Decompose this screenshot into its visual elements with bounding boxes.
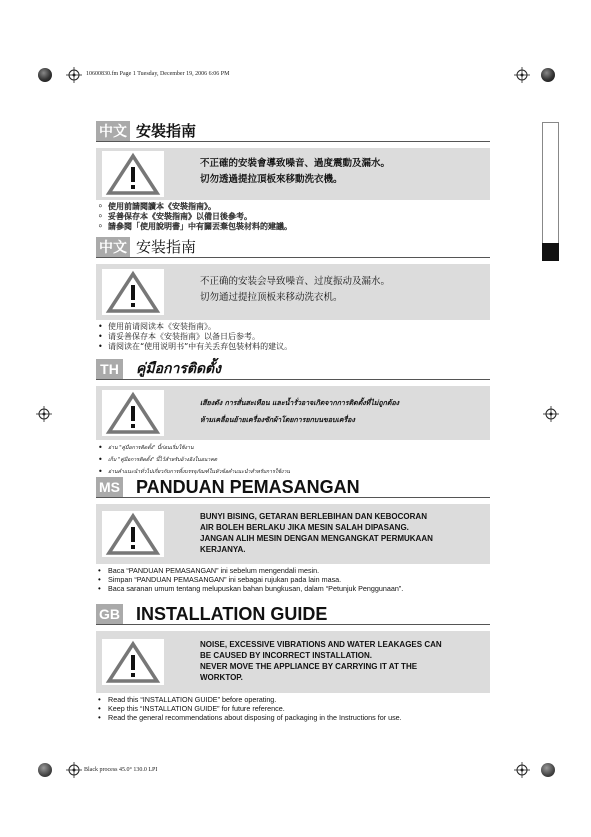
registration-mark-icon bbox=[36, 406, 52, 422]
list-item: • อ่านคำแนะนำทั่วไปเกี่ยวกับการทิ้งบรรจุภัณฑ์ในหัวข้อคำแนะนำสำหรับการใช้งาน bbox=[96, 466, 490, 478]
warning-line: KERJANYA. bbox=[200, 545, 246, 554]
warning-line: 不正确的安装会导致噪音、过度振动及漏水。 bbox=[200, 276, 391, 287]
language-badge: GB bbox=[96, 604, 123, 624]
section-header bbox=[96, 359, 490, 380]
section-zh-traditional bbox=[96, 121, 490, 232]
process-footer: Black process 45.0° 130.0 LPI bbox=[84, 767, 158, 773]
section-ms bbox=[96, 477, 490, 594]
warning-text bbox=[200, 274, 485, 306]
warning-box bbox=[96, 504, 490, 564]
section-title: คู่มือการติดตั้ง bbox=[136, 361, 221, 377]
language-badge: TH bbox=[96, 359, 123, 379]
registration-ball-icon bbox=[38, 763, 52, 777]
warning-line: 切勿通过提拉顶板来移动洗衣机。 bbox=[200, 292, 343, 303]
side-tab-outline bbox=[542, 122, 559, 244]
warning-text bbox=[200, 156, 485, 188]
list-item: • 请阅读在“使用说明书”中有关丢弃包装材料的建议。 bbox=[96, 342, 490, 352]
warning-line: 不正確的安裝會導致噪音、過度震動及漏水。 bbox=[200, 158, 391, 169]
list-item: • เก็บ "คู่มือการติดตั้ง" นี้ไว้สำหรับอ้างอิงในอนาคต bbox=[96, 454, 490, 466]
registration-mark-icon bbox=[66, 67, 82, 83]
instruction-list bbox=[96, 202, 490, 232]
registration-ball-icon bbox=[541, 763, 555, 777]
registration-ball-icon bbox=[38, 68, 52, 82]
list-item: • Baca “PANDUAN PEMASANGAN” ini sebelum mengendali mesin. bbox=[96, 566, 490, 575]
side-tab-marker bbox=[542, 243, 559, 261]
warning-box bbox=[96, 386, 490, 440]
list-item: • Read the general recommendations about disposing of packaging in the Instructions for use. bbox=[96, 713, 490, 722]
section-header bbox=[96, 477, 490, 498]
warning-line: WORKTOP. bbox=[200, 673, 243, 682]
warning-line: NOISE, EXCESSIVE VIBRATIONS AND WATER LEAKAGES CAN bbox=[200, 640, 442, 649]
section-header bbox=[96, 237, 490, 258]
language-badge: MS bbox=[96, 477, 123, 497]
list-item: • 请妥善保存本《安装指南》以备日后参考。 bbox=[96, 332, 490, 342]
warning-line: 切勿透過提拉頂板來移動洗衣機。 bbox=[200, 174, 343, 185]
section-zh-simplified bbox=[96, 237, 490, 352]
warning-box bbox=[96, 631, 490, 693]
list-item: • 使用前请阅读本《安装指南》。 bbox=[96, 322, 490, 332]
warning-line: AIR BOLEH BERLAKU JIKA MESIN SALAH DIPASANG. bbox=[200, 523, 409, 532]
warning-triangle-icon bbox=[102, 151, 164, 197]
registration-mark-icon bbox=[66, 762, 82, 778]
section-title: 安装指南 bbox=[136, 238, 197, 256]
section-title: INSTALLATION GUIDE bbox=[136, 604, 328, 624]
language-badge: 中文 bbox=[96, 237, 130, 257]
section-title: 安裝指南 bbox=[136, 122, 197, 140]
warning-text bbox=[200, 511, 485, 555]
warning-text bbox=[200, 639, 485, 683]
list-item: • Keep this “INSTALLATION GUIDE” for future reference. bbox=[96, 704, 490, 713]
registration-ball-icon bbox=[541, 68, 555, 82]
warning-line: เสียงดัง การสั่นสะเทือน และน้ำรั่วอาจเกิดจากการติดตั้งที่ไม่ถูกต้อง bbox=[200, 399, 400, 407]
instruction-list bbox=[96, 695, 490, 723]
warning-triangle-icon bbox=[102, 639, 164, 685]
instruction-list bbox=[96, 566, 490, 594]
instruction-list bbox=[96, 322, 490, 352]
warning-box bbox=[96, 264, 490, 320]
instruction-list bbox=[96, 442, 490, 478]
warning-line: ห้ามเคลื่อนย้ายเครื่องซักผ้าโดยการยกบนขอบเครื่อง bbox=[200, 416, 355, 424]
warning-triangle-icon bbox=[102, 269, 164, 315]
list-item: • 使用前請閱讀本《安裝指南》。 bbox=[96, 202, 490, 212]
list-item: • Read this “INSTALLATION GUIDE” before operating. bbox=[96, 695, 490, 704]
registration-mark-icon bbox=[514, 762, 530, 778]
language-badge: 中文 bbox=[96, 121, 130, 141]
list-item: • Baca saranan umum tentang melupuskan bahan bungkusan, dalam “Petunjuk Penggunaan”. bbox=[96, 584, 490, 593]
section-title: PANDUAN PEMASANGAN bbox=[136, 477, 360, 497]
list-item: • 請參閱「使用說明書」中有關丟棄包裝材料的建議。 bbox=[96, 222, 490, 232]
warning-box bbox=[96, 148, 490, 200]
section-header bbox=[96, 604, 490, 625]
warning-triangle-icon bbox=[102, 390, 164, 436]
warning-line: NEVER MOVE THE APPLIANCE BY CARRYING IT AT THE bbox=[200, 662, 418, 671]
list-item: • 妥善保存本《安裝指南》以備日後參考。 bbox=[96, 212, 490, 222]
warning-line: BE CAUSED BY INCORRECT INSTALLATION. bbox=[200, 651, 373, 660]
warning-text bbox=[200, 395, 485, 429]
registration-mark-icon bbox=[543, 406, 559, 422]
warning-line: JANGAN ALIH MESIN DENGAN MENGANGKAT PERMUKAAN bbox=[200, 534, 433, 543]
warning-triangle-icon bbox=[102, 511, 164, 557]
list-item: • Simpan “PANDUAN PEMASANGAN” ini sebagai rujukan pada lain masa. bbox=[96, 575, 490, 584]
warning-line: BUNYI BISING, GETARAN BERLEBIHAN DAN KEBOCORAN bbox=[200, 512, 427, 521]
list-item: • อ่าน "คู่มือการติดตั้ง" นี้ก่อนเริ่มใช้งาน bbox=[96, 442, 490, 454]
section-th bbox=[96, 359, 490, 478]
registration-mark-icon bbox=[514, 67, 530, 83]
section-header bbox=[96, 121, 490, 142]
file-info-header: 10600830.fm Page 1 Tuesday, December 19, 2006 6:06 PM bbox=[86, 71, 230, 77]
section-gb bbox=[96, 604, 490, 723]
